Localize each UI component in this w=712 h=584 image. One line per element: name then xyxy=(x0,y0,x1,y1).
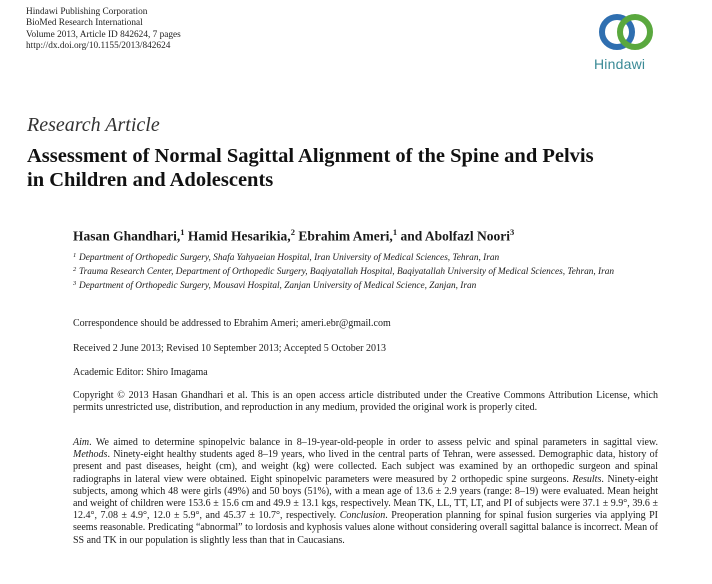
author-affil-sup: 1 xyxy=(180,227,185,237)
author-affil-sup: 1 xyxy=(392,227,398,237)
article-type: Research Article xyxy=(27,114,160,136)
copyright-notice: Copyright © 2013 Hasan Ghandhari et al. This is an open access article distributed under the Creative Commons Attribution License, which permits unrestricted use, distribution, and reproduction in any medium, provided the original work is properly cited. xyxy=(73,390,658,414)
affiliation xyxy=(73,281,663,293)
author-affil-sup: 3 xyxy=(509,227,515,237)
publisher-name: Hindawi Publishing Corporation xyxy=(26,7,148,17)
dates-line: Received 2 June 2013; Revised 10 September 2013; Accepted 5 October 2013 xyxy=(73,343,386,354)
author-list xyxy=(73,227,514,245)
article-title xyxy=(27,144,687,192)
title-line-2: in Children and Adolescents xyxy=(27,169,274,191)
affiliation xyxy=(73,267,654,279)
hindawi-logo-text: Hindawi xyxy=(594,56,646,72)
author-name: Hamid Hesarikia, xyxy=(187,228,291,244)
journal-name: BioMed Research International xyxy=(26,18,143,29)
results-label: Results xyxy=(572,473,602,485)
affiliation-number: 3 xyxy=(73,279,77,287)
volume-info: Volume 2013, Article ID 842624, 7 pages xyxy=(26,29,181,40)
author-name: and Abolfazl Noori xyxy=(400,228,510,244)
affiliation-text: Trauma Research Center, Department of Orthopedic Surgery, Baqiyatallah Hospital, Baqiyatallah University of Medical Sciences, Tehran, Iran xyxy=(79,266,615,277)
title-line-1: Assessment of Normal Sagittal Alignment of the Spine and Pelvis xyxy=(27,145,594,167)
affiliation-text: Department of Orthopedic Surgery, Shafa Yahyaeian Hospital, Iran University of Medical Sciences, Tehran, Iran xyxy=(79,253,500,263)
affiliation-list xyxy=(73,253,663,294)
academic-editor: Academic Editor: Shiro Imagama xyxy=(73,367,208,378)
abstract xyxy=(73,437,658,547)
aim-text: . We aimed to determine spinopelvic balance in 8–19-year-old-people in order to assess pelvic and spinal parameters in sagittal view. xyxy=(89,437,658,448)
affiliation-number: 2 xyxy=(73,265,77,273)
author-affil-sup: 2 xyxy=(290,227,295,237)
conclusion-label: Conclusion xyxy=(339,510,386,522)
journal-header xyxy=(26,7,181,53)
methods-text: . Ninety-eight healthy students aged 8–19 years, who lived in the central parts of Tehran, were assessed. Demographic data, history of present and past diseases, height (cm), and weight (kg) were collected. Each subject was examined by an orthopedic surgeon and spinal radiographs in lateral view were obtained. Eight spinopelvic parameters were measured by 2 orthopedic spine surgeons. xyxy=(73,449,658,485)
aim-label: Aim xyxy=(73,437,90,448)
results-text: . Ninety-eight subjects, among which 48 were girls (49%) and 50 boys (51%), with a mean age of 13.6 ± 2.9 years (range: 8–19) were evaluated. Mean height and weight of children were 153.6 ± 15.6 cm and 49.9 ± 13.1 kgs, respectively. Mean TK, LL, TT, LT, and PI of subjects were 37.1 ± 9.9°, 39.6 ± 12.4°, 7.08 ± 4.9°, 12.0 ± 5.9°, and 45.37 ± 10.7°, respectively. xyxy=(73,473,658,522)
conclusion-text: . Preoperation planning for spinal fusion surgeries via applying PI seems reasonable. Predicating “abnormal” to lordosis and kyphosis values alone without considering overall sagittal balance is incorrect. Mean of SS and TK in our population is slightly less than that in Caucasians. xyxy=(73,510,658,546)
methods-label: Methods xyxy=(73,449,108,461)
affiliation xyxy=(73,253,663,265)
correspondence-line: Correspondence should be addressed to Ebrahim Ameri; ameri.ebr@gmail.com xyxy=(73,318,391,329)
author-name: Hasan Ghandhari, xyxy=(73,228,181,244)
author-name: Ebrahim Ameri, xyxy=(298,228,393,244)
affiliation-text: Department of Orthopedic Surgery, Mousavi Hospital, Zanjan University of Medical Science, Zanjan, Iran xyxy=(79,280,477,291)
doi-link[interactable]: http://dx.doi.org/10.1155/2013/842624 xyxy=(26,41,171,52)
affiliation-number: 1 xyxy=(73,252,77,259)
